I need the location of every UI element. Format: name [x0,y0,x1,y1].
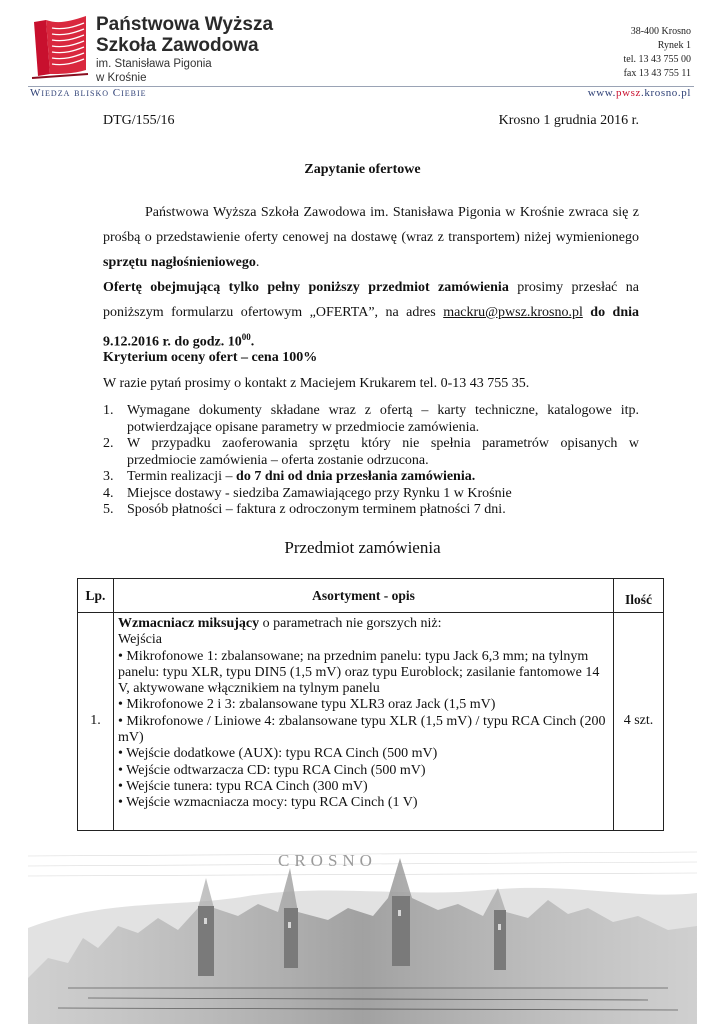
school-name [96,14,273,85]
intro-end: . [255,255,260,270]
list-item-number: 1. [103,403,114,418]
list-item-number: 2. [103,436,114,451]
list-item [103,469,639,486]
row-lp: 1. [78,613,114,831]
list-item-bold: do 7 dni od dnia przesłania zamówienia. [236,469,476,484]
school-logo-icon [28,14,90,82]
row-quantity: 4 szt. [614,613,664,831]
school-name-line1: Państwowa Wyższa [96,14,274,35]
intro-text: Państwowa Wyższa Szkoła Zawodowa im. Stanisława Pigonia w Krośnie zwraca się z prośbą o przedstawienie oferty cenowej na dostawę (wraz z transportem) niżej wymienionego [103,205,639,245]
item-name-bold: Wzmacniacz miksujący [118,616,260,631]
contact-fax: fax 13 43 755 11 [623,68,691,79]
header-lp: Lp. [78,579,114,613]
table-header-row [78,579,664,613]
website-highlight: pwsz [615,87,641,99]
letterhead [0,0,725,100]
krosno-engraving-illustration [28,838,697,1024]
item-name [118,616,609,632]
school-name-line2: Szkoła Zawodowa [96,35,259,56]
offer-deadline: do dnia 9.12.2016 r. do godz. 10 [103,305,640,350]
offer-paragraph [103,275,639,355]
offer-deadline-minutes: 00 [241,332,251,342]
spec-line: • Wejście odtwarzacza CD: typu RCA Cinch (500 mV) [118,762,426,778]
list-item-text: Sposób płatności – faktura z odroczonym terminem płatności 7 dni. [127,502,506,517]
spec-line: • Wejście wzmacniacza mocy: typu RCA Cinch (1 V) [118,795,418,811]
row-description [114,613,614,831]
list-item [103,502,639,519]
list-item-text: W przypadku zaoferowania sprzętu który nie spełnia parametrów opisanych w przedmiocie zamówienia – oferta zostanie odrzucona. [127,436,639,468]
spec-line: Wejścia [118,632,162,648]
school-name-line3: im. Stanisława Pigonia [96,58,212,70]
requirements-list [103,403,639,519]
header-description: Asortyment - opis [114,579,614,613]
section-title: Przedmiot zamówienia [284,538,441,557]
spec-line: • Mikrofonowe / Liniowe 4: zbalansowane typu XLR (1,5 mV) / typu RCA Cinch (200 mV) [118,713,606,746]
contact-block [624,25,692,81]
spec-line: • Wejście tunera: typu RCA Cinch (300 mV) [118,778,368,794]
school-name-line4: w Krośnie [96,72,147,84]
spec-line: • Mikrofonowe 1: zbalansowane; na przednim panelu: typu Jack 6,3 mm; na tylnym panelu: typu XLR, typu DIN5 (1,5 mV) oraz typu Euroblock; zasilanie fantomowe 14 V, aktywowane włącznikiem na tylnym panelu [118,648,600,697]
website-link[interactable] [588,87,691,99]
offer-email-link[interactable]: mackru@pwsz.krosno.pl [443,305,583,320]
document-title: Zapytanie ofertowe [304,162,421,177]
intro-bold: sprzętu nagłośnieniowego [103,255,256,270]
list-item [103,403,639,436]
footer-city-label: CROSNO [278,851,377,870]
list-item [103,486,639,503]
document-reference: DTG/155/16 [103,113,175,128]
list-item-text: Miejsce dostawy - siedziba Zamawiającego przy Rynku 1 w Krośnie [127,485,512,501]
offer-bold-lead: Ofertę obejmującą tylko pełny poniższy przedmiot zamówienia [103,280,509,295]
contact-postal: 38-400 Krosno [630,26,691,37]
contact-tel: tel. 13 43 755 00 [623,54,691,65]
list-item-text: Termin realizacji – [127,469,237,484]
header-quantity: Ilość [614,579,664,613]
website-prefix: www. [587,87,616,99]
list-item-text: Wymagane dokumenty składane wraz z ofertą – karty techniczne, katalogowe itp. potwierdzające opisane parametry w przedmiocie zamówienia. [127,403,639,435]
website-suffix: .krosno.pl [641,87,691,99]
tagline: Wiedza blisko Ciebie [30,87,147,99]
list-item-number: 4. [103,485,114,501]
table-row [78,613,664,831]
spec-line: • Mikrofonowe 2 i 3: zbalansowane typu XLR3 oraz Jack (1,5 mV) [118,697,496,713]
order-table [77,578,664,831]
evaluation-criteria: Kryterium oceny ofert – cena 100% [103,350,318,365]
contact-street: Rynek 1 [657,40,691,51]
list-item-number: 3. [103,469,114,484]
list-item [103,436,639,469]
spec-line: • Wejście dodatkowe (AUX): typu RCA Cinch (500 mV) [118,746,438,762]
item-name-rest: o parametrach nie gorszych niż: [259,616,442,631]
offer-end: . [250,334,255,350]
document-date: Krosno 1 grudnia 2016 r. [498,113,639,128]
intro-paragraph [103,200,639,275]
offer-text: prosimy przesłać na poniższym formularzu ofertowym „OFERTA”, na adres [103,280,640,320]
list-item-number: 5. [103,502,114,517]
contact-note: W razie pytań prosimy o kontakt z Maciejem Krukarem tel. 0-13 43 755 35. [103,376,530,391]
